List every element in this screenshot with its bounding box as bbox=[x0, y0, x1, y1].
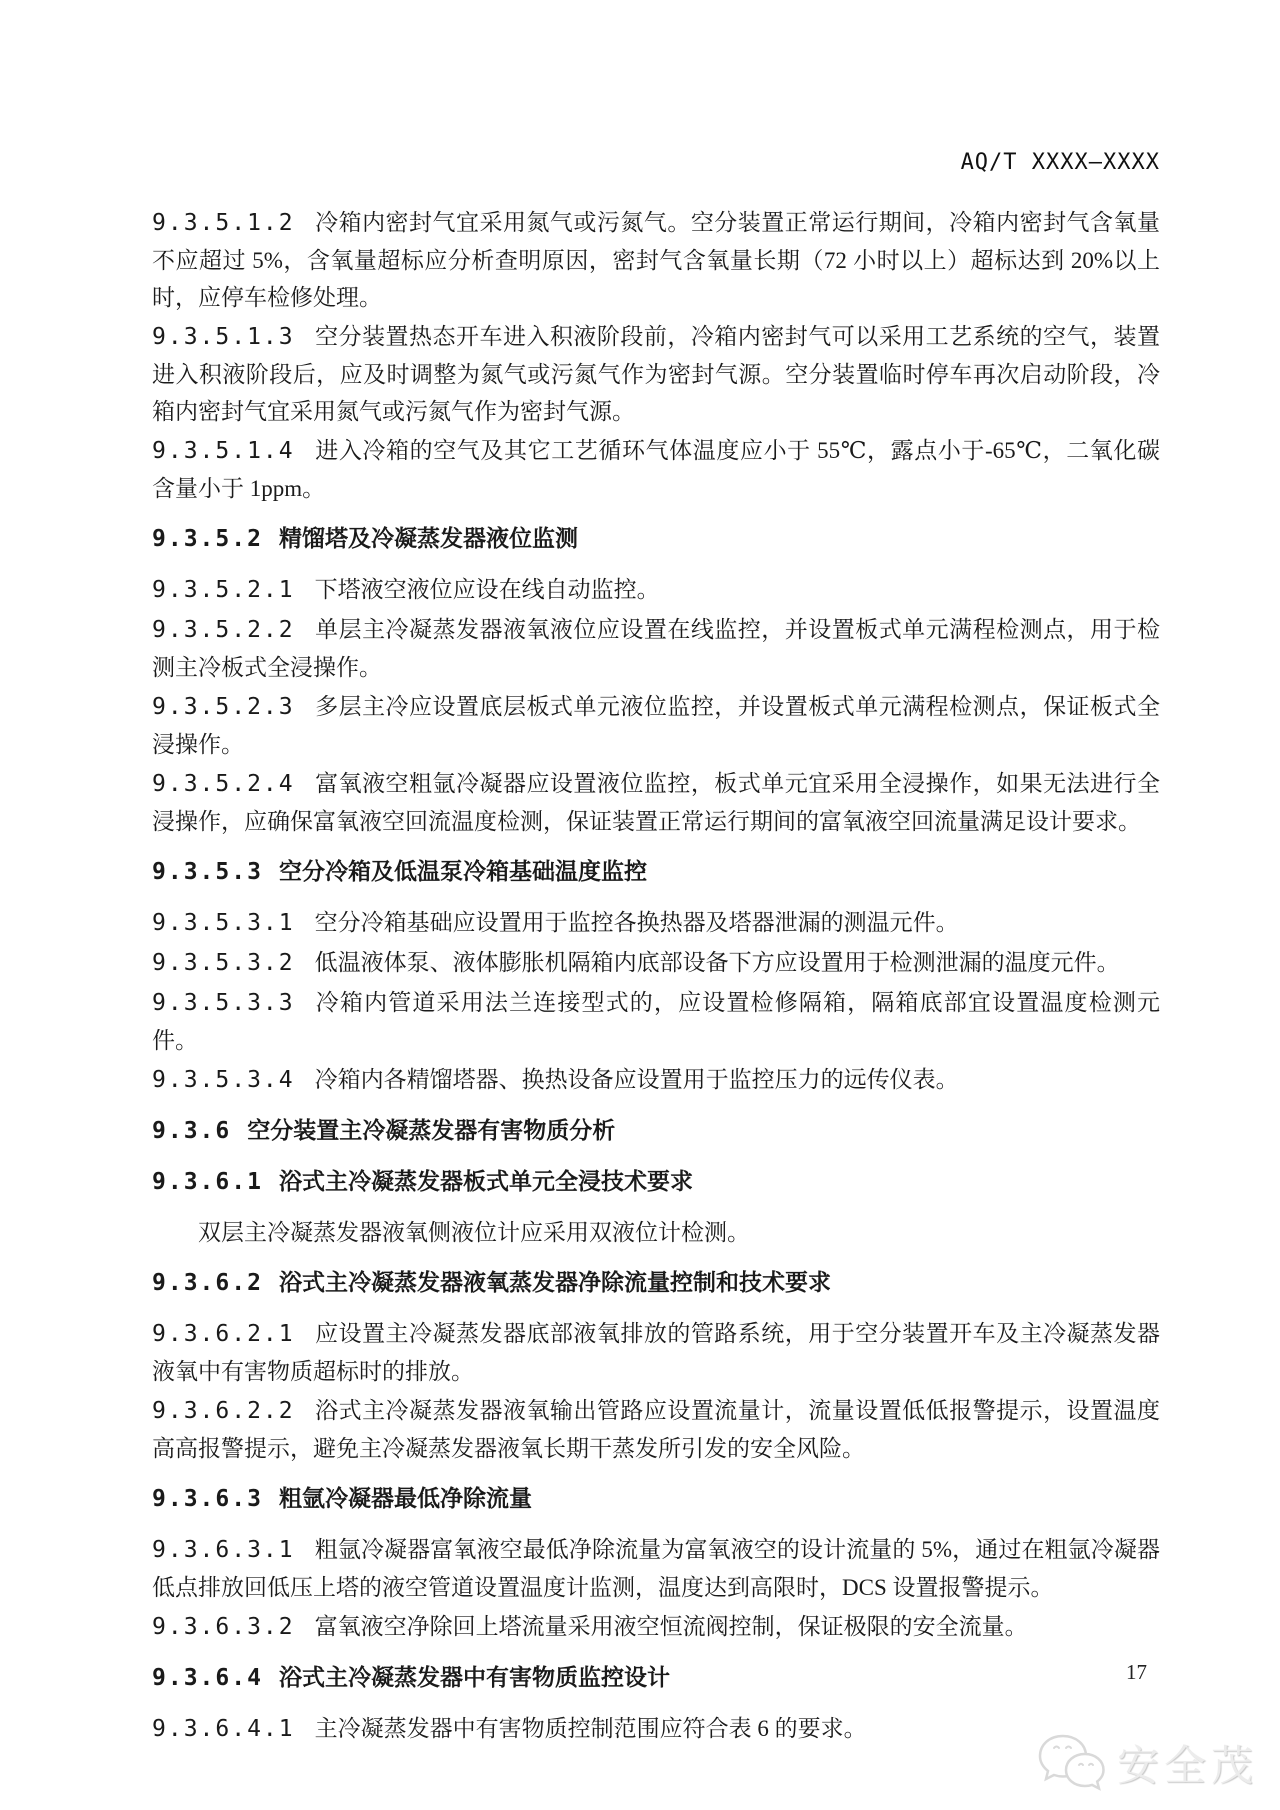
wechat-bubbles-icon bbox=[1035, 1732, 1109, 1794]
clause-number: 9.3.5.1.4 bbox=[152, 438, 295, 464]
heading-text: 浴式主冷凝蒸发器液氧蒸发器净除流量控制和技术要求 bbox=[278, 1269, 831, 1295]
clause-number: 9.3.5.2.4 bbox=[152, 771, 295, 797]
clause-9-3-5-3-4 bbox=[152, 1061, 1160, 1099]
clause-9-3-6-4-1 bbox=[152, 1710, 1160, 1748]
heading-text: 浴式主冷凝蒸发器中有害物质监控设计 bbox=[278, 1664, 670, 1690]
paragraph-text: 双层主冷凝蒸发器液氧侧液位计应采用双液位计检测。 bbox=[198, 1220, 750, 1245]
heading-text: 浴式主冷凝蒸发器板式单元全浸技术要求 bbox=[278, 1168, 693, 1194]
heading-number: 9.3.6.1 bbox=[152, 1169, 263, 1195]
clause-text: 粗氩冷凝器富氧液空最低净除流量为富氧液空的设计流量的 5%，通过在粗氩冷凝器低点排放回低压上塔的液空管道设置温度计监测，温度达到高限时，DCS 设置报警提示。 bbox=[152, 1537, 1160, 1600]
clause-9-3-5-1-2 bbox=[152, 204, 1160, 316]
heading-text: 粗氩冷凝器最低净除流量 bbox=[278, 1485, 532, 1511]
clause-9-3-5-3-3 bbox=[152, 984, 1160, 1059]
clause-number: 9.3.5.1.2 bbox=[152, 210, 295, 236]
heading-9-3-6 bbox=[152, 1112, 1160, 1150]
clause-number: 9.3.6.3.1 bbox=[152, 1537, 295, 1563]
clause-text: 富氧液空净除回上塔流量采用液空恒流阀控制，保证极限的安全流量。 bbox=[314, 1614, 1028, 1639]
doc-code-header: AQ/T XXXX—XXXX bbox=[960, 150, 1160, 175]
watermark-text: 安全茂 bbox=[1116, 1742, 1258, 1789]
clause-text: 下塔液空液位应设在线自动监控。 bbox=[314, 577, 660, 602]
watermark bbox=[1035, 1732, 1258, 1794]
clause-number: 9.3.5.2.3 bbox=[152, 694, 295, 720]
clause-number: 9.3.6.2.2 bbox=[152, 1398, 295, 1424]
clause-9-3-5-2-4 bbox=[152, 765, 1160, 840]
clause-9-3-5-3-2 bbox=[152, 944, 1160, 982]
clause-text: 多层主冷应设置底层板式单元液位监控，并设置板式单元满程检测点，保证板式全浸操作。 bbox=[152, 694, 1160, 757]
heading-9-3-6-2 bbox=[152, 1264, 1160, 1302]
clause-9-3-5-1-4 bbox=[152, 432, 1160, 507]
heading-number: 9.3.5.2 bbox=[152, 526, 263, 552]
heading-9-3-6-3 bbox=[152, 1480, 1160, 1518]
heading-number: 9.3.6.2 bbox=[152, 1270, 263, 1296]
heading-text: 精馏塔及冷凝蒸发器液位监测 bbox=[278, 525, 578, 551]
heading-9-3-6-1 bbox=[152, 1163, 1160, 1201]
clause-9-3-6-3-2 bbox=[152, 1608, 1160, 1646]
clause-text: 富氧液空粗氩冷凝器应设置液位监控，板式单元宜采用全浸操作，如果无法进行全浸操作，应确保富氧液空回流温度检测，保证装置正常运行期间的富氧液空回流量满足设计要求。 bbox=[152, 771, 1160, 834]
clause-text: 浴式主冷凝蒸发器液氧输出管路应设置流量计，流量设置低低报警提示，设置温度高高报警提示，避免主冷凝蒸发器液氧长期干蒸发所引发的安全风险。 bbox=[152, 1398, 1160, 1461]
heading-9-3-5-3 bbox=[152, 853, 1160, 891]
clause-number: 9.3.5.3.2 bbox=[152, 950, 295, 976]
clause-number: 9.3.5.3.4 bbox=[152, 1067, 295, 1093]
clause-number: 9.3.5.3.1 bbox=[152, 910, 295, 936]
plain-paragraph bbox=[152, 1214, 1160, 1251]
clause-9-3-5-2-1 bbox=[152, 571, 1160, 609]
heading-9-3-5-2 bbox=[152, 520, 1160, 558]
clause-9-3-6-2-1 bbox=[152, 1315, 1160, 1390]
clause-9-3-6-2-2 bbox=[152, 1392, 1160, 1467]
heading-9-3-6-4 bbox=[152, 1659, 1160, 1697]
heading-number: 9.3.6.3 bbox=[152, 1486, 263, 1512]
heading-text: 空分冷箱及低温泵冷箱基础温度监控 bbox=[278, 858, 647, 884]
clause-text: 冷箱内密封气宜采用氮气或污氮气。空分装置正常运行期间，冷箱内密封气含氧量不应超过 5%，含氧量超标应分析查明原因，密封气含氧量长期（72 小时以上）超标达到 20%以上时，应停车检修处理。 bbox=[152, 210, 1160, 310]
clause-text: 冷箱内各精馏塔器、换热设备应设置用于监控压力的远传仪表。 bbox=[314, 1067, 959, 1092]
clause-text: 主冷凝蒸发器中有害物质控制范围应符合表 6 的要求。 bbox=[314, 1716, 867, 1741]
clause-text: 低温液体泵、液体膨胀机隔箱内底部设备下方应设置用于检测泄漏的温度元件。 bbox=[314, 950, 1120, 975]
clause-text: 冷箱内管道采用法兰连接型式的，应设置检修隔箱，隔箱底部宜设置温度检测元件。 bbox=[152, 990, 1160, 1053]
document-body bbox=[152, 204, 1160, 1750]
clause-number: 9.3.6.2.1 bbox=[152, 1321, 295, 1347]
clause-number: 9.3.5.2.1 bbox=[152, 577, 295, 603]
clause-9-3-5-2-3 bbox=[152, 688, 1160, 763]
clause-number: 9.3.5.2.2 bbox=[152, 617, 295, 643]
clause-text: 空分装置热态开车进入积液阶段前，冷箱内密封气可以采用工艺系统的空气，装置进入积液阶段后，应及时调整为氮气或污氮气作为密封气源。空分装置临时停车再次启动阶段，冷箱内密封气宜采用氮气或污氮气作为密封气源。 bbox=[152, 324, 1160, 424]
page-number: 17 bbox=[1126, 1660, 1147, 1684]
clause-number: 9.3.6.3.2 bbox=[152, 1614, 295, 1640]
clause-9-3-5-1-3 bbox=[152, 318, 1160, 430]
clause-text: 单层主冷凝蒸发器液氧液位应设置在线监控，并设置板式单元满程检测点，用于检测主冷板式全浸操作。 bbox=[152, 617, 1160, 680]
heading-number: 9.3.6.4 bbox=[152, 1665, 263, 1691]
clause-number: 9.3.5.3.3 bbox=[152, 990, 295, 1016]
clause-number: 9.3.5.1.3 bbox=[152, 324, 295, 350]
clause-number: 9.3.6.4.1 bbox=[152, 1716, 295, 1742]
clause-9-3-5-2-2 bbox=[152, 611, 1160, 686]
clause-text: 应设置主冷凝蒸发器底部液氧排放的管路系统，用于空分装置开车及主冷凝蒸发器液氧中有害物质超标时的排放。 bbox=[152, 1321, 1160, 1384]
clause-9-3-6-3-1 bbox=[152, 1531, 1160, 1606]
heading-number: 9.3.6 bbox=[152, 1118, 232, 1144]
clause-text: 进入冷箱的空气及其它工艺循环气体温度应小于 55℃，露点小于-65℃，二氧化碳含量小于 1ppm。 bbox=[152, 438, 1160, 501]
clause-text: 空分冷箱基础应设置用于监控各换热器及塔器泄漏的测温元件。 bbox=[314, 910, 959, 935]
heading-number: 9.3.5.3 bbox=[152, 859, 263, 885]
heading-text: 空分装置主冷凝蒸发器有害物质分析 bbox=[247, 1117, 616, 1143]
clause-9-3-5-3-1 bbox=[152, 904, 1160, 942]
